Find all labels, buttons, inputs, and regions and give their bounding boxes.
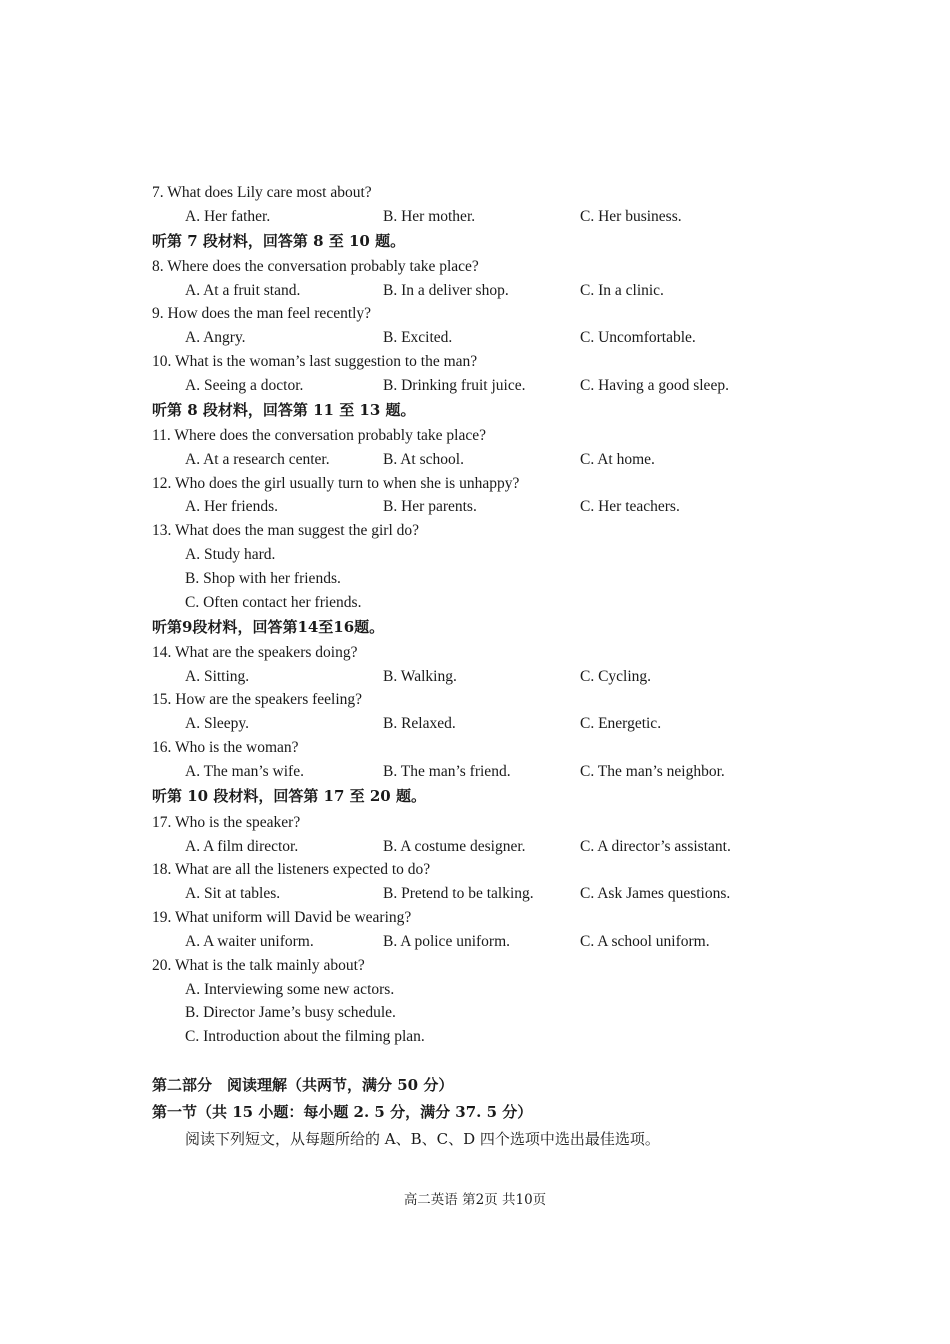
question-10: 10. What is the woman’s last suggestion to the man? [152,353,478,370]
option-15b: B. Relaxed. [383,715,456,732]
option-13c: C. Often contact her friends. [185,594,362,611]
question-17: 17. Who is the speaker? [152,814,301,831]
option-18a: A. Sit at tables. [185,885,281,902]
option-10c: C. Having a good sleep. [580,377,729,394]
question-8: 8. Where does the conversation probably take place? [152,258,479,275]
option-7b: B. Her mother. [383,208,476,225]
option-12a: A. Her friends. [185,498,278,515]
option-11c: C. At home. [580,451,655,468]
option-20a: A. Interviewing some new actors. [185,981,395,998]
section-one-heading: 第一节（共 15 小题：每小题 2. 5 分，满分 37. 5 分） [152,1103,533,1121]
option-20c: C. Introduction about the filming plan. [185,1028,425,1045]
question-20: 20. What is the talk mainly about? [152,957,365,974]
question-18: 18. What are all the listeners expected to do? [152,861,431,878]
question-19: 19. What uniform will David be wearing? [152,909,412,926]
option-9a: A. Angry. [185,329,246,346]
option-13a: A. Study hard. [185,546,276,563]
option-18b: B. Pretend to be talking. [383,885,534,902]
option-19c: C. A school uniform. [580,933,710,950]
question-12: 12. Who does the girl usually turn to when she is unhappy? [152,475,520,492]
question-9: 9. How does the man feel recently? [152,305,372,322]
question-13: 13. What does the man suggest the girl do? [152,522,420,539]
option-15a: A. Sleepy. [185,715,249,732]
option-12b: B. Her parents. [383,498,477,515]
option-17c: C. A director’s assistant. [580,838,731,855]
section-heading-7: 听第 7 段材料，回答第 8 至 10 题。 [152,232,406,250]
section-heading-8: 听第 8 段材料，回答第 11 至 13 题。 [152,401,416,419]
option-7a: A. Her father. [185,208,271,225]
question-14: 14. What are the speakers doing? [152,644,358,661]
section-heading-9: 听第9段材料，回答第14至16题。 [152,618,385,636]
option-20b: B. Director Jame’s busy schedule. [185,1004,396,1021]
option-9c: C. Uncomfortable. [580,329,696,346]
option-8c: C. In a clinic. [580,282,664,299]
option-17b: B. A costume designer. [383,838,526,855]
option-19a: A. A waiter uniform. [185,933,314,950]
option-13b: B. Shop with her friends. [185,570,341,587]
option-19b: B. A police uniform. [383,933,511,950]
reading-instruction: 阅读下列短文，从每题所给的 A、B、C、D 四个选项中选出最佳选项。 [185,1130,660,1148]
part-two-heading: 第二部分 阅读理解（共两节，满分 50 分） [152,1076,454,1094]
option-8a: A. At a fruit stand. [185,282,301,299]
option-9b: B. Excited. [383,329,453,346]
option-7c: C. Her business. [580,208,682,225]
option-11b: B. At school. [383,451,464,468]
question-7: 7. What does Lily care most about? [152,184,372,201]
option-14b: B. Walking. [383,668,457,685]
option-17a: A. A film director. [185,838,299,855]
option-16c: C. The man’s neighbor. [580,763,725,780]
option-18c: C. Ask James questions. [580,885,731,902]
option-15c: C. Energetic. [580,715,662,732]
question-15: 15. How are the speakers feeling? [152,691,363,708]
option-14a: A. Sitting. [185,668,250,685]
question-16: 16. Who is the woman? [152,739,299,756]
option-12c: C. Her teachers. [580,498,680,515]
option-14c: C. Cycling. [580,668,652,685]
option-16b: B. The man’s friend. [383,763,511,780]
question-11: 11. Where does the conversation probably take place? [152,427,486,444]
option-8b: B. In a deliver shop. [383,282,509,299]
option-16a: A. The man’s wife. [185,763,304,780]
option-11a: A. At a research center. [185,451,330,468]
section-heading-10: 听第 10 段材料，回答第 17 至 20 题。 [152,787,426,805]
option-10b: B. Drinking fruit juice. [383,377,526,394]
option-10a: A. Seeing a doctor. [185,377,304,394]
page-footer: 高二英语 第2页 共10页 [403,1192,547,1208]
